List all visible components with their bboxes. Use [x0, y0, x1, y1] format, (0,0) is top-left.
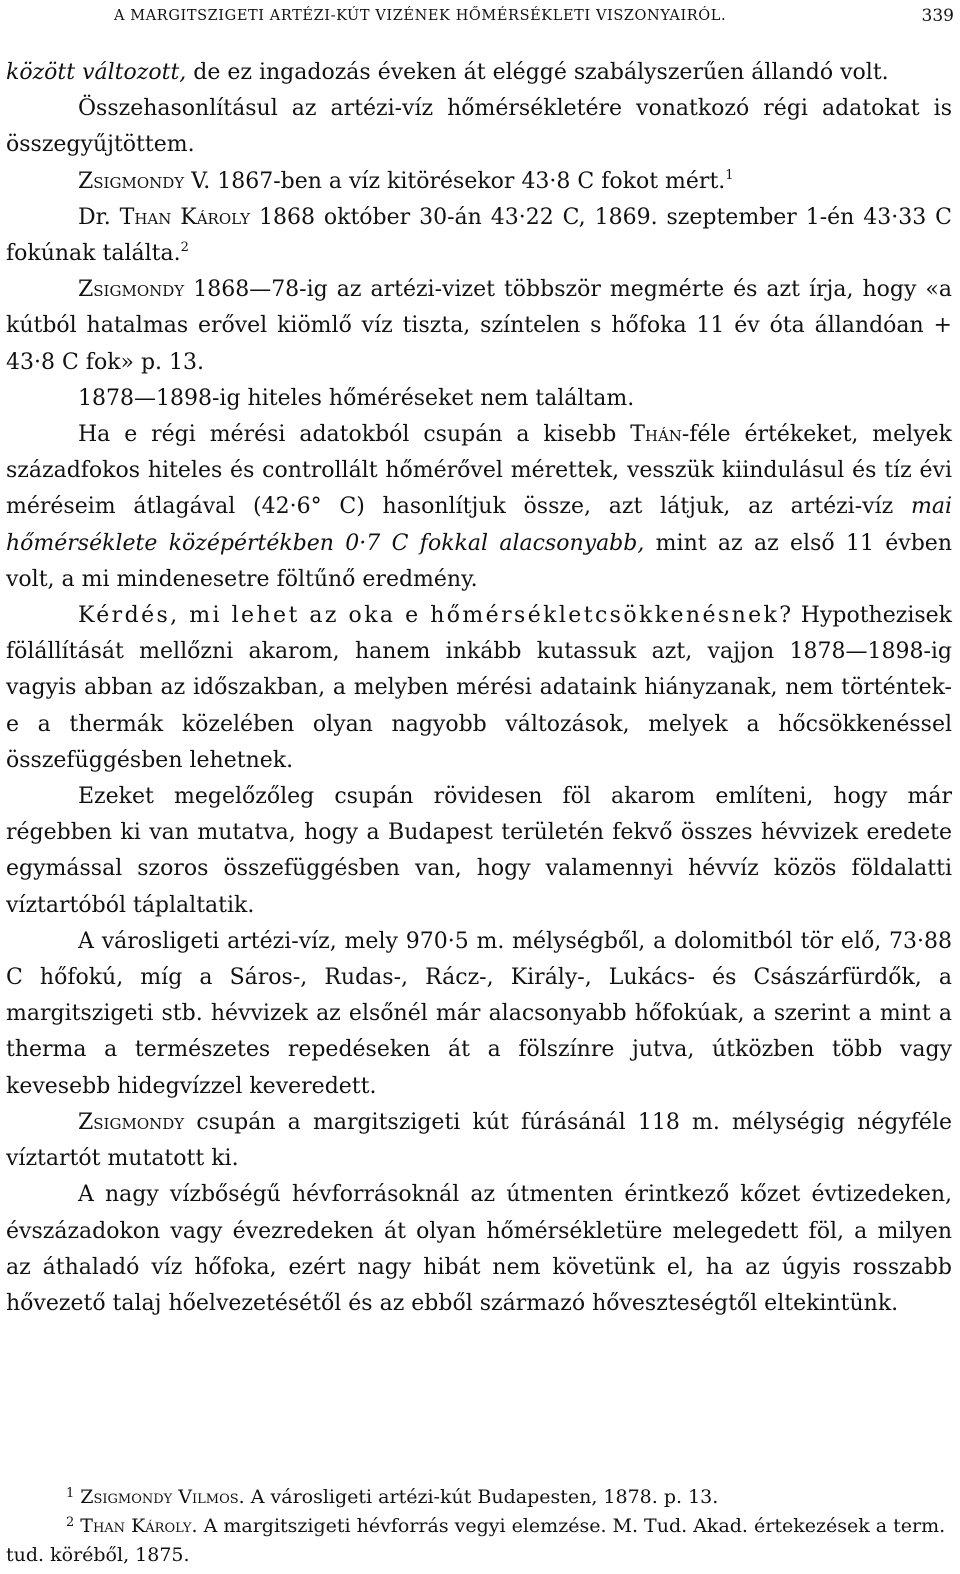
author-name: Than Károly: [80, 1515, 192, 1537]
author-name: Thán: [630, 422, 682, 448]
author-name: Zsigmondy: [78, 277, 185, 303]
running-header: [114, 4, 954, 28]
paragraph-1: [6, 55, 952, 91]
paragraph-text: A városligeti artézi-víz, mely 970·5 m. mélységből, a dolomitból tör elő, 73·88 C hőfokú, míg a Sáros-, Rudas-, Rácz-, Király-, Lukács- és Császárfürdők, a margitszigeti stb. hévvizek az elsőnél már alacsonyabb hőfokúak, a szerint a mint a therma a természetes repedéseken át a fölszínre jutva, útközben több vagy kevesebb hidegvízzel keveredett.: [6, 928, 952, 1099]
paragraph-10: [6, 924, 952, 1105]
paragraph-text: 1868 október 30-án 43·22 C, 1869. szeptember 1-én 43·33 C fokúnak találta.: [6, 204, 952, 267]
paragraph-text: 1878—1898-ig hiteles hőméréseket nem találtam.: [78, 385, 635, 411]
paragraph-text: csupán a margitszigeti kút fúrásánál 118 m. mélységig négyféle víztartót mutatott ki.: [6, 1109, 952, 1172]
spaced-question: Kérdés, mi lehet az oka e hőmérsékletcsökkenésnek?: [78, 603, 794, 629]
author-name: Zsigmondy: [78, 1109, 185, 1135]
footnote-marker: 1: [66, 1486, 75, 1501]
footnote-text: . A városligeti artézi-kút Budapesten, 1878. p. 13.: [238, 1486, 719, 1508]
main-text: [6, 55, 952, 1322]
paragraph-text: Hypothezisek fölállítását mellőzni akarom, hanem inkább kutassuk azt, vajjon 1878—1898-ig vagyis abban az időszakban, a melyben mérési adataink hiányzanak, nem történtek-e a thermák közelében olyan nagyobb változások, melyek a hőcsökkenéssel összefüggésben lehetnek.: [6, 603, 952, 773]
paragraph-8: [6, 598, 952, 779]
running-title: A MARGITSZIGETI ARTÉZI-KÚT VIZÉNEK HŐMÉRSÉKLETI VISZONYAIRÓL.: [114, 8, 727, 24]
paragraph-text: V. 1867-ben a víz kitörésekor 43·8 C fokot mért.: [184, 168, 726, 194]
paragraph-text: Összehasonlításul az artézi-víz hőmérsékletére vonatkozó régi adatokat is összegyűjtöttem.: [6, 96, 952, 158]
italic-text: között: [6, 60, 83, 85]
paragraph-6: [6, 381, 952, 417]
paragraph-text: 1868—78-ig az artézi-vizet többször megmérte és azt írja, hogy «a kútból hatalmas erővel kiömlő víz tiszta, színtelen s hőfoka 11 év óta állandóan + 43·8 C fok» p. 13.: [6, 277, 952, 375]
footnote-ref[interactable]: 2: [180, 240, 189, 256]
paragraph-9: [6, 779, 952, 924]
paragraph-4: [6, 200, 952, 272]
paragraph-3: [6, 164, 952, 200]
author-name: Zsigmondy Vilmos: [80, 1486, 239, 1508]
paragraph-7: [6, 417, 952, 598]
footnote-text: . A margitszigeti hévforrás vegyi elemzése. M. Tud. Akad. értekezések a term. tud. köréből, 1875.: [6, 1515, 946, 1566]
title-prefix: Dr.: [78, 204, 120, 230]
paragraph-text: Ha e régi mérési adatokból csupán a kisebb: [78, 422, 631, 448]
italic-text: mai hőmérséklete középértékben 0·7 C fokkal alacsonyabb,: [6, 494, 952, 556]
paragraph-2: [6, 91, 952, 163]
footnotes: [6, 1483, 952, 1570]
page-number: 339: [921, 6, 954, 26]
footnote-2: [6, 1512, 952, 1570]
paragraph-11: [6, 1105, 952, 1177]
footnote-marker: 2: [66, 1515, 75, 1530]
italic-text: változott,: [82, 60, 187, 85]
footnote-ref[interactable]: 1: [725, 167, 734, 183]
paragraph-text: mint az az első 11 évben volt, a mi mindenesetre föltűnő eredmény.: [6, 530, 952, 592]
paragraph-text: Ezeket megelőzőleg csupán rövidesen föl akarom említeni, hogy már régebben ki van mutatva, hogy a Budapest területén fekvő összes hévvizek eredete egymással szoros összefüggésben van, hogy valamennyi hévvíz közös földalatti víztartóból táplaltatik.: [6, 784, 952, 918]
paragraph-text: -féle értékeket, melyek századfokos hiteles és controllált hőmérővel mérettek, vesszük kiindulásul és tíz évi méréseim átlagával (42·6° C) hasonlítjuk össze, azt látjuk, az artézi-víz: [6, 422, 952, 520]
author-name: Than Károly: [119, 204, 251, 230]
footnote-1: [6, 1483, 952, 1512]
author-name: Zsigmondy: [78, 168, 185, 194]
paragraph-text: A nagy vízbőségű hévforrásoknál az útmenten érintkező kőzet évtizedeken, évszázadokon vagy évezredeken át olyan hőmérsékletüre melegedett föl, a milyen az áthaladó víz hőfoka, ezért nagy hibát nem követünk el, ha az úgyis rosszabb hővezető talaj hőelvezetésétől és az ebből származó hőveszteségtől eltekintünk.: [6, 1182, 952, 1316]
paragraph-12: [6, 1177, 952, 1322]
paragraph-text: de ez ingadozás éveken át eléggé szabályszerűen állandó volt.: [186, 60, 889, 85]
paragraph-5: [6, 272, 952, 381]
